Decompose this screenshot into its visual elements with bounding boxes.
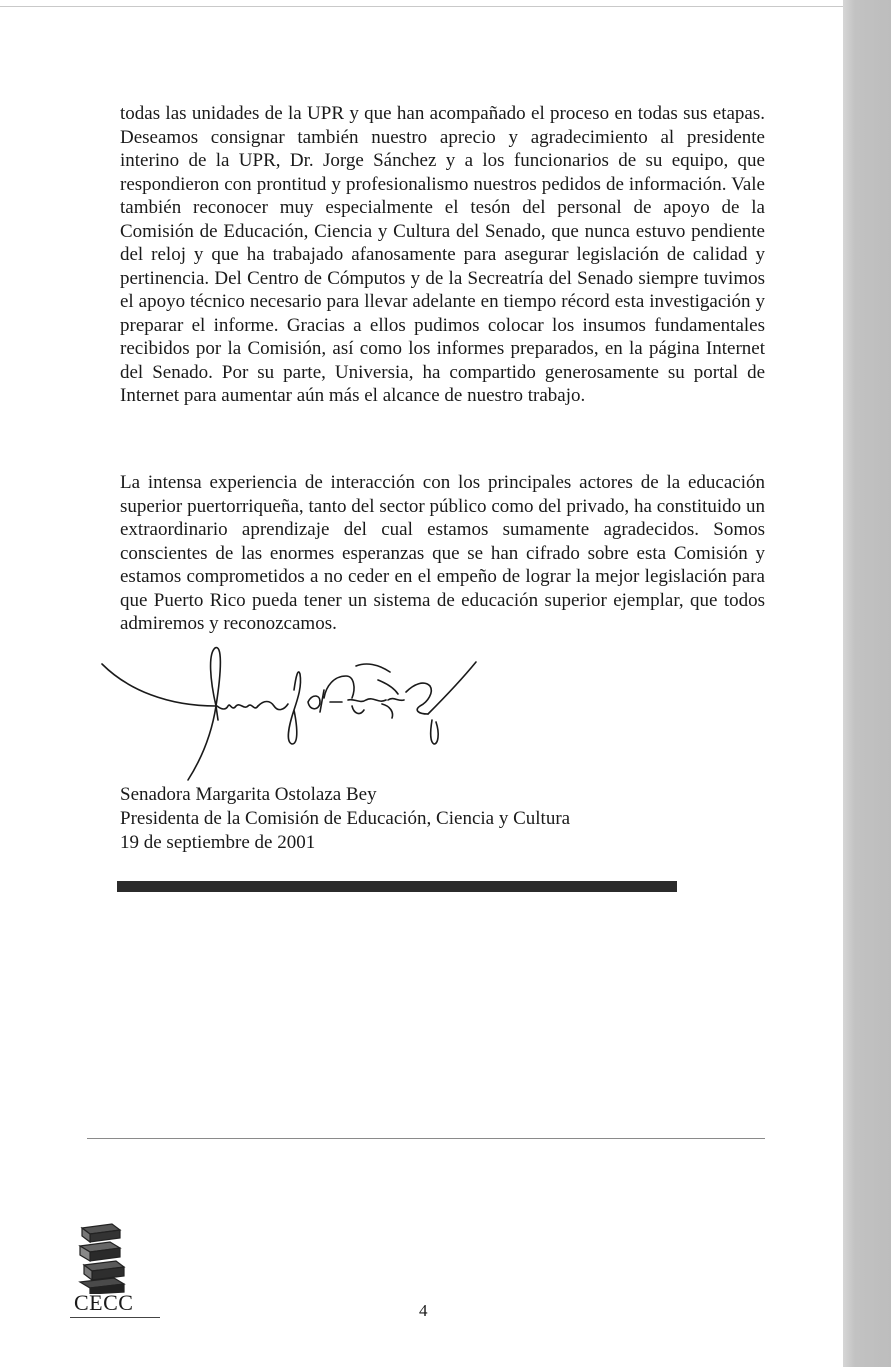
page-number: 4	[419, 1301, 428, 1320]
logo-text: CECC	[74, 1290, 134, 1315]
section-divider-bar	[117, 881, 677, 892]
signer-title: Presidenta de la Comisión de Educación, Ciencia y Cultura	[120, 808, 571, 829]
handwritten-signature	[98, 640, 498, 785]
signature-date: 19 de septiembre de 2001	[120, 832, 316, 853]
signer-name: Senadora Margarita Ostolaza Bey	[120, 784, 377, 805]
paragraph-2: La intensa experiencia de interacción con los principales actores de la educación superior puertorriqueña, tanto del sector público como del privado, ha constituido un extraordinario aprendizaje del cual estamos sumamente agradecidos. Somos conscientes de las enormes esperanzas que se han cifrado sobre esta Comisión y estamos comprometidos a no ceder en el empeño de lograr la mejor legislación para que Puerto Rico pueda tener un sistema de educación superior ejemplar, que todos admiremos y reconozcamos.	[120, 472, 765, 634]
paragraph-1: todas las unidades de la UPR y que han acompañado el proceso en todas sus etapas. Deseamos consignar también nuestro aprecio y agradecimiento al presidente interino de la UPR, Dr. Jorge Sánchez y a los funcionarios de su equipo, que respondieron con prontitud y profesionalismo nuestros pedidos de información. Vale también reconocer muy especialmente el tesón del personal de apoyo de la Comisión de Educación, Ciencia y Cultura del Senado, que nunca estuvo pendiente del reloj y que ha trabajado afanosamente para asegurar legislación de calidad y pertinencia. Del Centro de Cómputos y de la Secreatría del Senado siempre tuvimos el apoyo técnico necesario para llevar adelante en tiempo récord esta investigación y preparar el informe. Gracias a ellos pudimos colocar los insumos fundamentales recibidos por la Comisión, así como los informes preparados, en la página Internet del Senado. Por su parte, Universia, ha compartido generosamente su portal de Internet para aumentar aún más el alcance de nuestro trabajo.	[120, 103, 765, 406]
cecc-logo	[66, 1222, 166, 1327]
stacked-books-icon	[76, 1222, 128, 1294]
top-border	[0, 6, 843, 7]
logo-underline	[70, 1317, 160, 1318]
signature-lettering: Margarita Ostolaza Bey	[208, 712, 218, 713]
page-edge-shadow	[843, 0, 891, 1367]
signature-block	[120, 783, 570, 855]
footer-rule	[87, 1138, 765, 1139]
